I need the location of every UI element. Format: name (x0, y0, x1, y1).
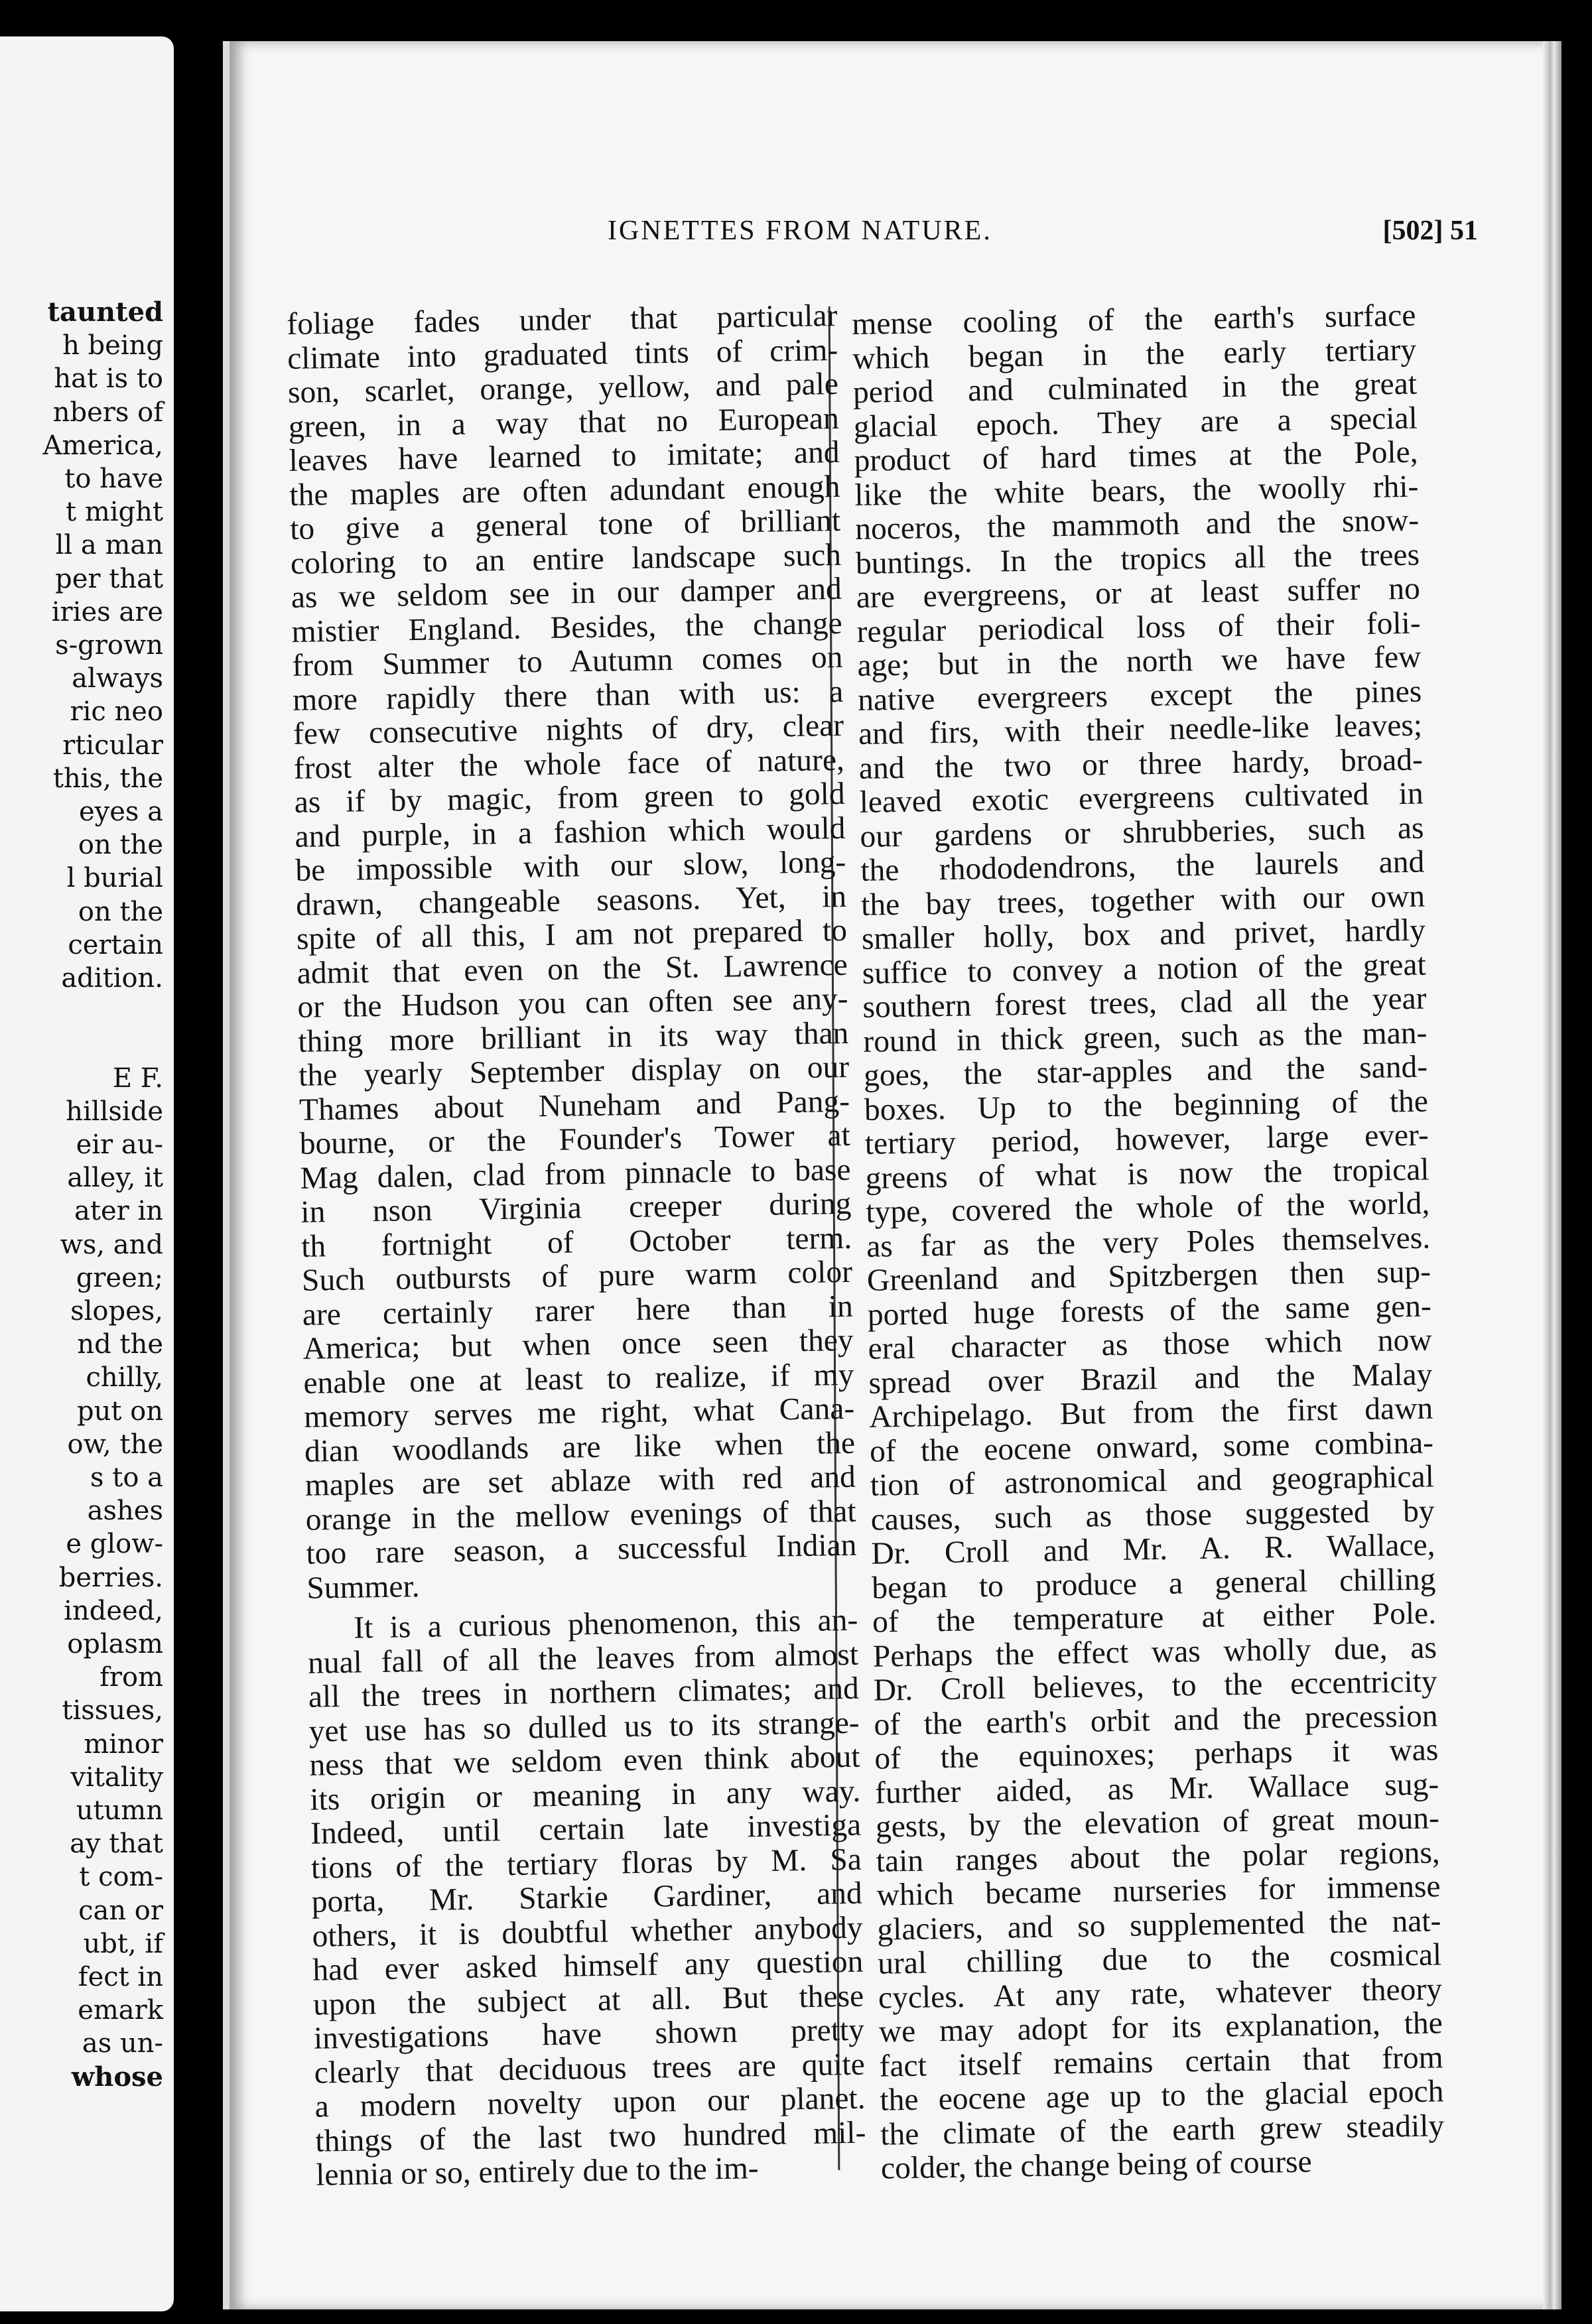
facing-page-fragment: hat is to (54, 363, 163, 395)
text-line: from Summer to Autumn comes on (292, 639, 843, 683)
facing-page-fragment: certain (68, 929, 163, 960)
text-line: nual fall of all the leaves from almost (307, 1637, 859, 1681)
text-line: of the eocene onward, some combina- (869, 1425, 1434, 1469)
text-line: age; but in the north we have few (857, 639, 1422, 683)
text-line: Dr. Croll and Mr. A. R. Wallace, (871, 1527, 1435, 1571)
text-line: ural chilling due to the cosmical (877, 1937, 1442, 1981)
text-line: more rapidly there than with us: a (292, 674, 844, 718)
facing-page-fragment: chilly, (86, 1362, 163, 1393)
text-line: and firs, with their needle-like leaves; (858, 708, 1423, 751)
text-line: th fortnight of October term. (300, 1220, 852, 1264)
text-line: yet use has so dulled us to its strange- (308, 1705, 860, 1749)
text-line: are certainly rarer here than in (302, 1289, 854, 1332)
text-line: product of hard times at the Pole, (854, 434, 1418, 478)
text-line: its origin or meaning in any way. (309, 1774, 861, 1817)
text-line: native evergreers except the pines (857, 674, 1422, 718)
book-page (223, 41, 1550, 2309)
text-line: the climate of the earth grew steadily (880, 2108, 1445, 2152)
text-line: glaciers, and so supplemented the nat- (877, 1903, 1441, 1947)
facing-page-fragment: ay that (70, 1829, 163, 1860)
text-line: climate into graduated tints of crim- (287, 332, 838, 376)
facing-page-fragment: this, the (52, 763, 163, 794)
text-line: or the Hudson you can often see any- (297, 981, 848, 1025)
text-line: a modern novelty upon our planet. (314, 2081, 866, 2124)
facing-page-fragment: indeed, (64, 1595, 163, 1626)
facing-page-fragment: per that (55, 563, 163, 594)
facing-page-fragment: ric neo (70, 696, 163, 728)
text-line: tion of astronomical and geographical (870, 1459, 1435, 1503)
text-line: of the equinoxes; perhaps it was (874, 1732, 1439, 1776)
text-line: as if by magic, from green to gold (294, 776, 846, 820)
page-edge (1543, 41, 1561, 2309)
facing-page-fragment: whose (71, 2061, 163, 2093)
text-line: our gardens or shrubberies, such as (860, 810, 1424, 854)
text-line: like the white bears, the woolly rhi- (854, 469, 1419, 513)
text-line: leaved exotic evergreens cultivated in (859, 776, 1424, 820)
text-line: began to produce a general chilling (871, 1561, 1436, 1606)
text-line: thing more brilliant in its way than (297, 1015, 849, 1059)
facing-page-fragment: ow, the (67, 1429, 163, 1460)
facing-page-fragment: eyes a (78, 797, 163, 827)
facing-page-fragment: emark (78, 1995, 163, 2026)
text-line: ported huge forests of the same gen- (867, 1288, 1432, 1332)
text-line: Dr. Croll believes, to the eccentricity (873, 1664, 1438, 1708)
running-head (230, 215, 1550, 255)
text-line: tain ranges about the polar regions, (876, 1835, 1441, 1879)
text-line: gests, by the elevation of great moun- (875, 1801, 1440, 1844)
text-line: of the temperature at either Pole. (872, 1596, 1437, 1640)
facing-page-fragment: vitality (70, 1762, 163, 1793)
text-line: noceros, the mammoth and the snow- (854, 503, 1420, 547)
text-line: Greenland and Spitzbergen then sup- (866, 1254, 1431, 1298)
text-line: greens of what is now the tropical (865, 1151, 1429, 1196)
facing-page-fragment: from (100, 1662, 163, 1693)
text-line: Summer. (306, 1569, 420, 1606)
facing-page-fragment: berries. (58, 1562, 163, 1593)
text-line: as we seldom see in our damper and (291, 571, 842, 615)
facing-page-fragment: ll a man (55, 530, 163, 561)
facing-page-fragment: taunted (47, 296, 163, 328)
facing-page-fragment: l burial (66, 863, 163, 894)
facing-page-fragment: E F. (112, 1063, 163, 1094)
text-line: drawn, changeable seasons. Yet, in (295, 879, 847, 923)
text-line: all the trees in northern climates; and (308, 1671, 860, 1714)
text-line: and purple, in a fashion which would (295, 810, 846, 854)
text-line: mense cooling of the earth's surface (851, 298, 1416, 342)
facing-page-fragment: t might (66, 497, 163, 528)
text-line: the yearly September display on our (298, 1049, 850, 1093)
facing-page-fragment: t com- (79, 1862, 163, 1893)
text-line: Perhaps the effect was wholly due, as (872, 1630, 1437, 1674)
text-line: lennia or so, entirely due to the im- (315, 2151, 760, 2193)
page-number: [502] 51 (1382, 216, 1478, 246)
facing-page-fragment: America, (42, 430, 163, 461)
facing-page-fragment: ater in (74, 1196, 163, 1227)
text-line: in nson Virginia creeper during (300, 1186, 852, 1230)
text-line: spread over Brazil and the Malay (868, 1356, 1433, 1401)
facing-page-fragment: minor (84, 1728, 163, 1760)
facing-page-fragment: put on (77, 1395, 163, 1427)
text-line: boxes. Up to the beginning of the (864, 1084, 1429, 1128)
facing-page-fragment: on the (78, 896, 163, 927)
text-line: of the earth's orbit and the precession (874, 1698, 1438, 1742)
running-title: IGNETTES FROM NATURE. (608, 216, 992, 246)
text-line: tions of the tertiary floras by M. Sa (310, 1842, 862, 1886)
facing-page-fragment: utumn (76, 1795, 163, 1826)
text-line: type, covered the whole of the world, (866, 1186, 1430, 1230)
text-line: porta, Mr. Starkie Gardiner, and (311, 1876, 863, 1919)
facing-page-fragment: green; (76, 1262, 163, 1293)
text-line: which became nurseries for immense (876, 1869, 1441, 1913)
facing-page-fragment: iries are (51, 596, 163, 627)
text-line: suffice to convey a notion of the great (862, 947, 1427, 991)
text-line: the eocene age up to the glacial epoch (880, 2074, 1444, 2118)
facing-page-fragment: hillside (66, 1096, 163, 1127)
text-line: maples are set ablaze with red and (304, 1459, 856, 1503)
text-line: are evergreens, or at least suffer no (856, 571, 1421, 615)
text-line: cycles. At any rate, whatever theory (878, 1971, 1443, 2016)
facing-page-fragment: ubt, if (83, 1928, 163, 1959)
text-line: Thames about Nuneham and Pang- (298, 1084, 850, 1128)
facing-page-fragment: slopes, (70, 1296, 163, 1326)
text-line: things of the last two hundred mil- (315, 2115, 866, 2159)
text-line: we may adopt for its explanation, the (878, 2006, 1443, 2049)
text-line: admit that even on the St. Lawrence (297, 947, 848, 991)
text-line: bourne, or the Founder's Tower at (299, 1118, 851, 1161)
text-line: few consecutive nights of dry, clear (293, 708, 844, 751)
text-column-right (852, 299, 1445, 2187)
facing-page-fragment: fect in (78, 1962, 163, 1992)
facing-page-left (0, 36, 174, 2311)
text-line: It is a curious phenomenon, this an- (353, 1602, 858, 1646)
text-line: causes, such as those suggested by (870, 1493, 1435, 1537)
facing-page-fragment: nbers of (52, 397, 163, 428)
text-line: buntings. In the tropics all the trees (855, 537, 1420, 581)
text-line: too rare season, a successful Indian (306, 1527, 857, 1571)
text-line: had ever asked himself any question (312, 1944, 864, 1988)
text-line: ness that we seldom even think about (309, 1739, 860, 1783)
text-line: glacial epoch. They are a special (853, 401, 1418, 444)
facing-page-fragment: eir au- (76, 1130, 163, 1160)
facing-page-fragment: adition. (61, 963, 163, 994)
text-line: the rhododendrons, the laurels and (860, 844, 1425, 888)
facing-page-fragment: s to a (90, 1462, 163, 1493)
text-line: frost alter the whole face of nature, (293, 742, 845, 786)
text-line: memory serves me right, what Cana- (303, 1391, 855, 1435)
text-line: leaves have learned to imitate; and (289, 434, 840, 478)
facing-page-fragment: always (72, 663, 163, 694)
text-line: orange in the mellow evenings of that (305, 1494, 857, 1537)
text-line: the bay trees, together with our own (860, 879, 1426, 923)
text-line: enable one at least to realize, if my (303, 1357, 854, 1401)
text-line: coloring to an entire landscape such (290, 537, 842, 581)
text-line: southern forest trees, clad all the year (862, 981, 1427, 1025)
facing-page-fragment: alley, it (67, 1163, 163, 1194)
facing-page-fragment: h being (62, 330, 163, 361)
text-line: be impossible with our slow, long- (295, 844, 846, 888)
text-line: round in thick green, such as the man- (862, 1015, 1427, 1059)
facing-page-fragment: tissues, (62, 1695, 163, 1726)
text-line: green, in a way that no European (288, 401, 840, 444)
facing-page-fragment: to have (64, 464, 163, 494)
text-line: and the two or three hardy, broad- (858, 742, 1424, 786)
facing-page-fragment: s-grown (55, 630, 163, 661)
text-line: which began in the early tertiary (852, 332, 1417, 376)
text-line: goes, the star-apples and the sand- (863, 1049, 1428, 1093)
text-line: fact itself remains certain that from (879, 2039, 1443, 2084)
text-line: Indeed, until certain late investiga (310, 1807, 862, 1851)
text-line: further aided, as Mr. Wallace sug- (874, 1766, 1439, 1811)
text-line: mistier England. Besides, the change (291, 606, 842, 649)
facing-page-fragment: ashes (87, 1496, 163, 1527)
text-line: as far as the very Poles themselves. (866, 1220, 1431, 1264)
text-line: to give a general tone of brilliant (289, 503, 841, 547)
text-line: Archipelago. But from the first dawn (868, 1391, 1433, 1435)
text-line: clearly that deciduous trees are quite (314, 2047, 866, 2091)
text-line: upon the subject at all. But these (312, 1978, 864, 2022)
text-line: spite of all this, I am not prepared to (296, 913, 848, 956)
facing-page-fragment: as un- (82, 2028, 163, 2059)
text-line: dian woodlands are like when the (304, 1425, 856, 1469)
facing-page-fragment: can or (78, 1895, 163, 1926)
text-column-left (287, 299, 867, 2193)
text-line: America; but when once seen they (302, 1323, 854, 1366)
facing-page-fragment: nd the (77, 1329, 163, 1360)
text-line: Such outbursts of pure warm color (301, 1254, 853, 1298)
text-line: the maples are often adundant enough (289, 469, 840, 513)
text-line: colder, the change being of course (880, 2144, 1313, 2186)
text-line: eral character as those which now (868, 1323, 1432, 1366)
facing-page-fragment: rticular (62, 730, 163, 761)
text-line: investigations have shown pretty (313, 2012, 865, 2056)
facing-page-fragment: e glow- (66, 1529, 163, 1560)
text-line: foliage fades under that particular (286, 298, 838, 342)
text-line: period and culminated in the great (852, 366, 1418, 410)
facing-page-fragment: ws, and (60, 1229, 163, 1260)
text-line: tertiary period, however, large ever- (864, 1118, 1429, 1161)
text-line: regular periodical loss of their foli- (856, 606, 1421, 649)
text-line: Mag dalen, clad from pinnacle to base (300, 1152, 851, 1196)
facing-page-fragment: oplasm (67, 1629, 163, 1659)
text-line: smaller holly, box and privet, hardly (861, 913, 1426, 956)
text-line: son, scarlet, orange, yellow, and pale (287, 366, 839, 410)
facing-page-fragment: on the (78, 830, 163, 861)
text-line: others, it is doubtful whether anybody (312, 1910, 863, 1954)
